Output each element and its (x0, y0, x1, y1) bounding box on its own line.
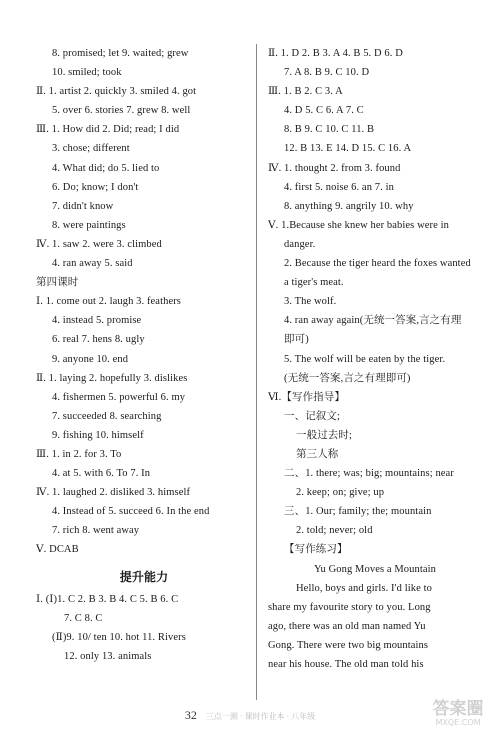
answer-line: 3. chose; different (52, 143, 130, 155)
answer-line: 即可) (284, 334, 309, 346)
answer-line: 2. told; never; old (296, 525, 373, 537)
answer-line: 第三人称 (296, 448, 339, 460)
answer-line: 4. first 5. noise 6. an 7. in (284, 181, 394, 193)
watermark-logo (422, 696, 494, 728)
answer-line: 第四课时 (36, 277, 79, 289)
answer-line: Ⅳ. 1. saw 2. were 3. climbed (36, 238, 162, 250)
answer-line: 三、1. Our; family; the; mountain (284, 506, 432, 518)
answer-line: Ⅵ.【写作指导】 (268, 391, 345, 403)
answer-line: Ⅲ. 1. B 2. C 3. A (268, 86, 343, 98)
answer-line: 12. B 13. E 14. D 15. C 16. A (284, 143, 412, 155)
answer-line: Ⅰ. 1. come out 2. laugh 3. feathers (36, 296, 181, 308)
answer-line: 4. ran away again(无统一答案,言之有理 (284, 315, 462, 327)
answer-line: 8. B 9. C 10. C 11. B (284, 124, 375, 136)
answer-line: Yu Gong Moves a Mountain (314, 563, 436, 575)
footer-faint-text: 三点一测 · 课时作业本 · 八年级 (205, 712, 316, 721)
answer-line: 4. Instead of 5. succeed 6. In the end (52, 506, 210, 518)
answer-line: 7. C 8. C (64, 612, 103, 624)
answer-line: Ⅰ. (Ⅰ)1. C 2. B 3. B 4. C 5. B 6. C (36, 593, 179, 605)
page-number: 32 (184, 708, 197, 722)
answer-line: 2. Because the tiger heard the foxes wanted (284, 258, 471, 270)
answer-line: Ⅴ. DCAB (36, 544, 79, 556)
answer-line: 4. fishermen 5. powerful 6. my (52, 391, 186, 403)
answer-line: Ⅱ. 1. laying 2. hopefully 3. dislikes (36, 372, 188, 384)
answer-line: Ⅴ. 1.Because she knew her babies were in (268, 219, 449, 231)
answer-line: 6. real 7. hens 8. ugly (52, 334, 145, 346)
answer-line: 9. anyone 10. end (52, 353, 129, 365)
answer-line: 4. D 5. C 6. A 7. C (284, 105, 364, 117)
answer-line: 6. Do; know; I don't (52, 181, 139, 193)
section-title: 提升能力 (119, 569, 169, 584)
watermark-site: MXQE.COM (435, 718, 481, 727)
answer-line: Ⅲ. 1. How did 2. Did; read; I did (36, 124, 180, 136)
answer-line: a tiger's meat. (284, 277, 344, 289)
column-divider (256, 44, 257, 700)
answer-line: Ⅱ. 1. D 2. B 3. A 4. B 5. D 6. D (268, 48, 403, 59)
answer-line: 3. The wolf. (284, 296, 337, 308)
answer-line: 12. only 13. animals (64, 650, 152, 662)
right-column (268, 44, 482, 674)
answer-line: 8. were paintings (52, 219, 126, 231)
answer-line: danger. (284, 238, 316, 250)
answer-line: 一、记叙文; (284, 410, 341, 422)
answer-line: 4. What did; do 5. lied to (52, 162, 160, 174)
answer-line: 2. keep; on; give; up (296, 487, 385, 499)
answer-line: 7. succeeded 8. searching (52, 410, 162, 422)
answer-line: (Ⅱ)9. 10/ ten 10. hot 11. Rivers (52, 631, 186, 643)
answer-line: Hello, boys and girls. I'd like to (296, 582, 432, 594)
answer-line: 4. instead 5. promise (52, 315, 142, 327)
answer-line: Ⅳ. 1. thought 2. from 3. found (268, 162, 401, 174)
answer-line: Ⅲ. 1. in 2. for 3. To (36, 448, 122, 460)
answer-line: share my favourite story to you. Long (268, 601, 431, 613)
answer-line: 7. A 8. B 9. C 10. D (284, 67, 370, 79)
answer-line: 【写作练习】 (284, 544, 348, 556)
answer-line: Ⅱ. 1. artist 2. quickly 3. smiled 4. got (36, 86, 197, 98)
answer-line: 8. anything 9. angrily 10. why (284, 200, 414, 212)
answer-line: near his house. The old man told his (268, 659, 424, 670)
watermark-brand: 答案圈 (432, 699, 484, 719)
answer-line: 8. promised; let 9. waited; grew (52, 48, 189, 59)
answer-line: 4. ran away 5. said (52, 258, 133, 270)
answer-line: 9. fishing 10. himself (52, 429, 144, 441)
answer-line: 7. rich 8. went away (52, 525, 140, 537)
answer-line: 二、1. there; was; big; mountains; near (284, 468, 454, 480)
answer-line: 7. didn't know (52, 200, 114, 212)
answer-line: 5. The wolf will be eaten by the tiger. (284, 353, 446, 365)
answer-line: Ⅳ. 1. laughed 2. disliked 3. himself (36, 487, 191, 499)
answer-line: 10. smiled; took (52, 67, 122, 79)
answer-line: 5. over 6. stories 7. grew 8. well (52, 105, 191, 117)
answer-line: (无统一答案,言之有理即可) (284, 372, 411, 384)
answer-line: 一般过去时; (296, 429, 353, 441)
left-column (36, 44, 252, 666)
answer-line: Gong. There were two big mountains (268, 639, 429, 651)
answer-line: ago, there was an old man named Yu (268, 620, 426, 632)
answer-line: 4. at 5. with 6. To 7. In (52, 468, 151, 480)
